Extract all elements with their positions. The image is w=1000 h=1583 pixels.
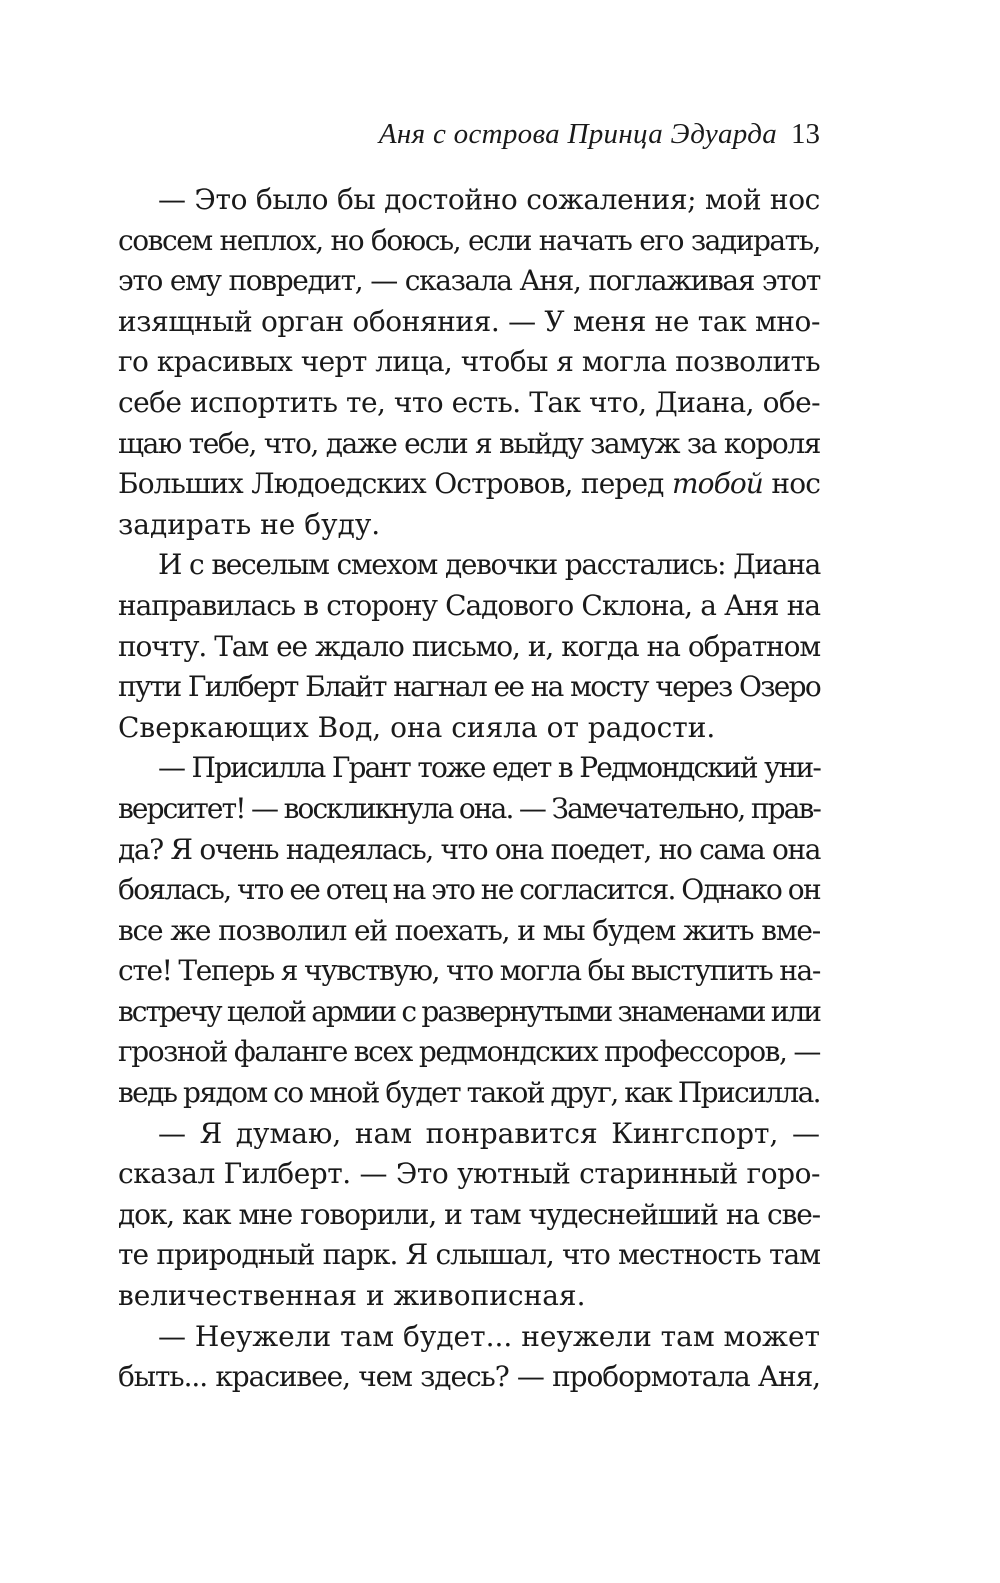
text-line: — Это было бы достойно сожаления; мой нос [158,183,820,216]
text-line [118,464,820,505]
text-line: все же позволил ей поехать, и мы будем жить вме- [118,913,820,947]
text-line: это ему повредит, — сказала Аня, поглаживая этот [118,264,820,298]
text-line: совсем неплох, но боюсь, если начать его задирать, [118,223,820,257]
text-line: — Неужели там будет... неужели там может [158,1319,820,1353]
running-head-title: Аня с острова Принца Эдуарда [378,118,777,150]
text-line: боялась, что ее отец на это не согласится. Однако он [118,873,820,907]
text-line: ведь рядом со мной будет такой друг, как Присилла. [118,1076,820,1110]
text-line: величественная и живописная. [118,1279,586,1313]
text-line: себе испортить те, что есть. Так что, Диана, обе- [118,385,820,419]
text-line: сте! Теперь я чувствую, что могла бы выступить на- [118,954,820,988]
text-line: И с веселым смехом девочки расстались: Диана [158,548,820,582]
text-line: — Присилла Грант тоже едет в Редмондский уни- [158,751,820,785]
text-line: те природный парк. Я слышал, что местность там [118,1238,820,1272]
text-segment: Больших Людоедских Островов, перед [118,467,672,501]
text-line: — Я думаю, нам понравится Кингспорт, — [158,1116,820,1150]
text-line: да? Я очень надеялась, что она поедет, но сама она [118,832,820,866]
text-line: встречу целой армии с развернутыми знаменами или [118,994,820,1028]
page-number: 13 [791,118,820,150]
text-line: направилась в сторону Садового Склона, а Аня на [118,588,820,622]
text-line: го красивых черт лица, чтобы я могла позволить [118,345,820,379]
text-line: сказал Гилберт. — Это уютный старинный горо- [118,1157,820,1191]
text-line: верситет! — воскликнула она. — Замечательно, прав- [118,791,820,825]
body-text [118,180,820,1398]
text-line: грозной фаланге всех редмондских профессоров, — [118,1035,820,1069]
text-line: быть... красивее, чем здесь? — пробормотала Аня, [118,1360,820,1394]
text-line: щаю тебе, что, даже если я выйду замуж за короля [118,426,820,460]
running-head [118,114,820,154]
text-line: пути Гилберт Блайт нагнал ее на мосту через Озеро [118,670,820,704]
text-line: почту. Там ее ждало письмо, и, когда на обратном [118,629,820,663]
emphasis-word: тобой [671,467,763,501]
text-segment: нос [762,467,820,501]
text-line: изящный орган обоняния. — У меня не так мно- [118,304,820,338]
text-line: док, как мне говорили, и там чудеснейший на све- [118,1197,820,1231]
text-line: задирать не буду. [118,507,381,541]
text-line: Сверкающих Вод, она сияла от радости. [118,710,716,744]
